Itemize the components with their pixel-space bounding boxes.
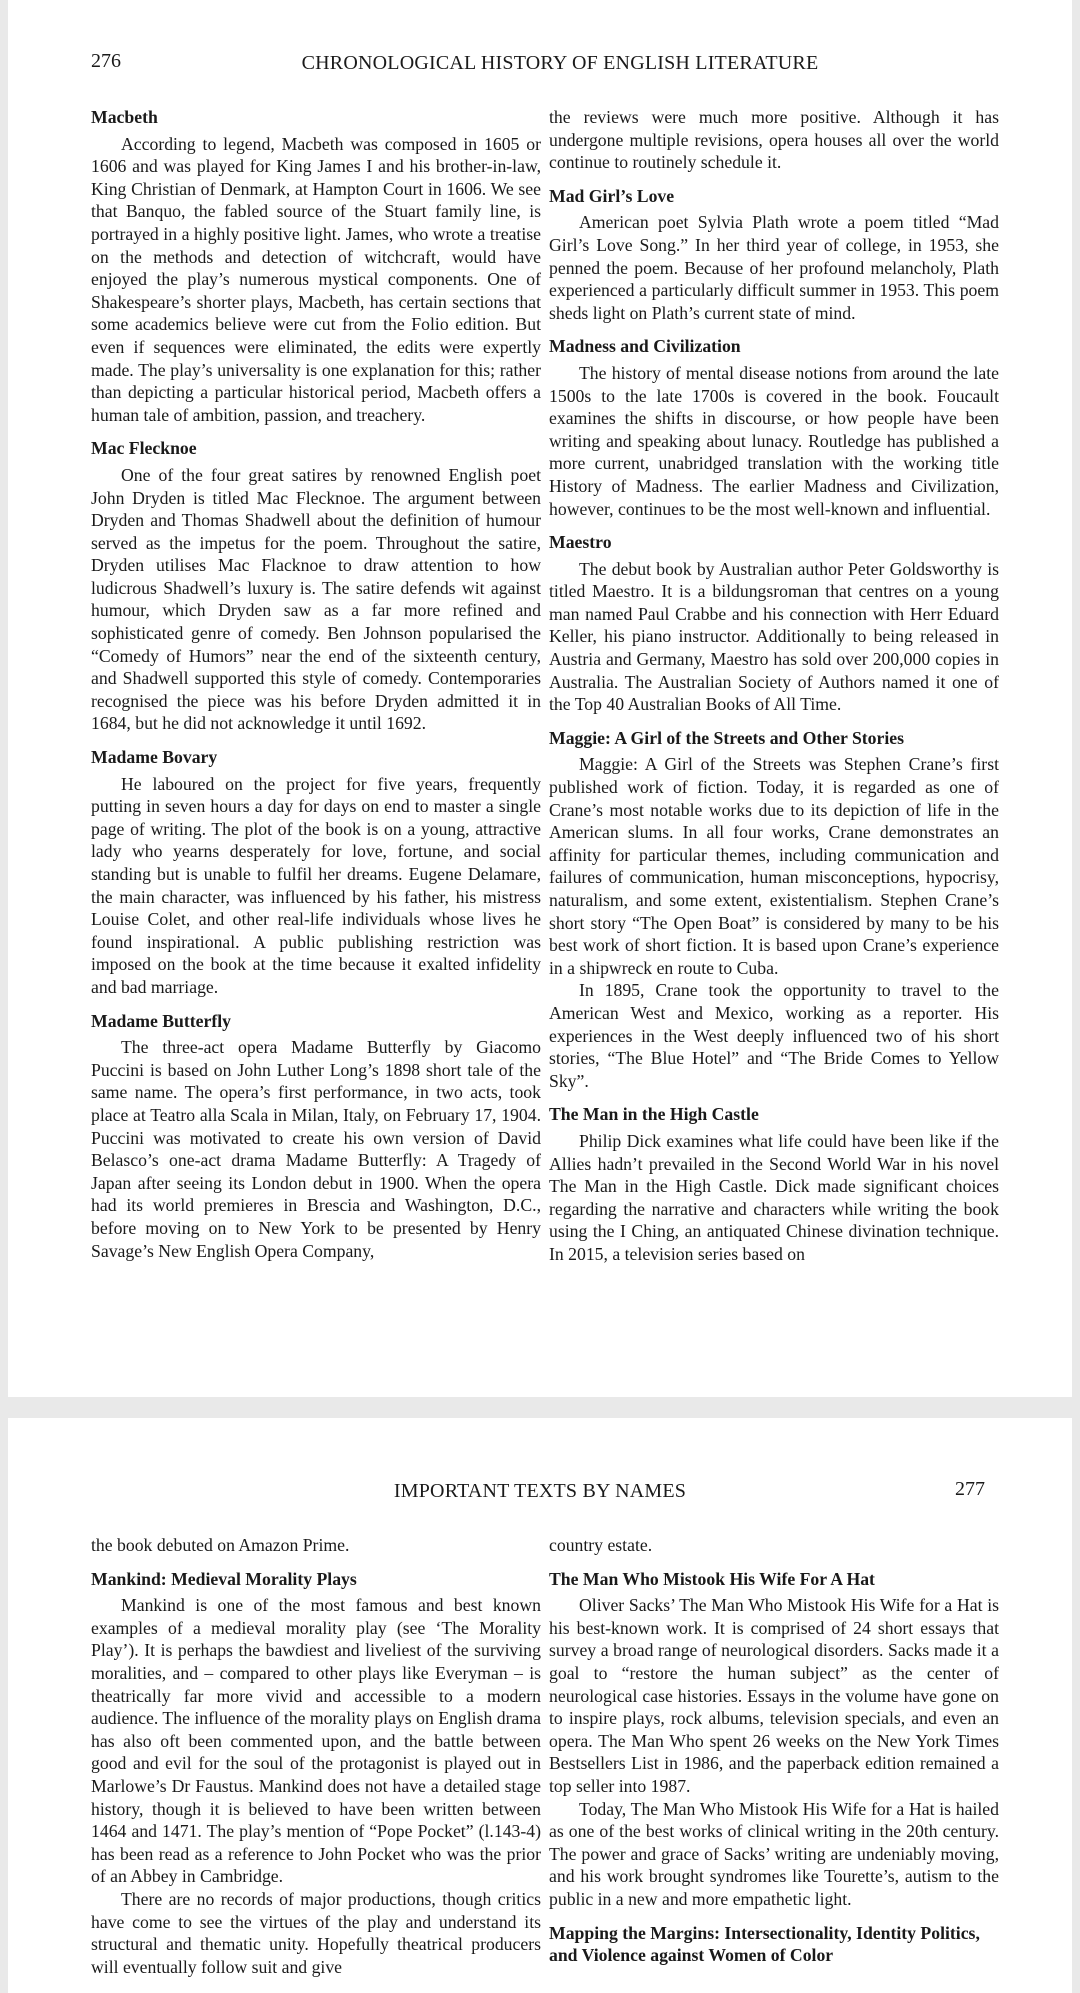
page-276 bbox=[8, 0, 1072, 1397]
continued-text: country estate. bbox=[549, 1535, 653, 1555]
running-head: CHRONOLOGICAL HISTORY OF ENGLISH LITERATURE bbox=[301, 52, 819, 74]
entry bbox=[549, 1922, 999, 1967]
right-column bbox=[549, 1534, 999, 1978]
entry bbox=[549, 335, 999, 520]
entry-paragraph: Philip Dick examines what life could have been like if the Allies hadn’t prevailed in the Second World War in his novel The Man in the High Castle. Dick made significant choices regarding the narrative and characters while writing the book using the I Ching, an antiquated Chinese divination technique. In 2015, a television series based on bbox=[549, 1130, 999, 1264]
continued-text: the book debuted on Amazon Prime. bbox=[91, 1535, 350, 1555]
entry-paragraph: In 1895, Crane took the opportunity to travel to the American West and Mexico, working as a reporter. His experiences in the West deeply influenced two of his short stories, “The Blue Hotel” and “The Bride Comes to Yellow Sky”. bbox=[549, 980, 999, 1091]
entry-heading: The Man in the High Castle bbox=[549, 1104, 759, 1125]
entry bbox=[91, 1568, 541, 1979]
entry-paragraph: According to legend, Macbeth was composed in 1605 or 1606 and was played for King James I and his brother-in-law, King Christian of Denmark, at Hampton Court in 1606. We see that Banquo, the fabled source of the Stuart family line, is portrayed in a highly positive light. James, who wrote a treatise on the methods and detection of witchcraft, would have enjoyed the play’s numerous mystical components. One of Shakespeare’s shorter plays, Macbeth, has certain sections that some academics believe were cut from the Folio edition. But even if sequences were eliminated, the edits were expertly made. The play’s universality is one explanation for this; rather than depicting a particular historical period, Macbeth offers a human tale of ambition, passion, and treachery. bbox=[91, 133, 541, 425]
entry-heading: The Man Who Mistook His Wife For A Hat bbox=[549, 1568, 875, 1589]
entry bbox=[91, 1010, 541, 1263]
left-column bbox=[91, 1534, 541, 1989]
left-column bbox=[91, 106, 541, 1273]
page-header bbox=[8, 48, 1072, 108]
entry bbox=[91, 746, 541, 999]
page-number: 277 bbox=[955, 1478, 985, 1500]
entry-paragraph: Maggie: A Girl of the Streets was Stephen Crane’s first published work of fiction. Today, it is regarded as one of Crane’s most notable works due to its depiction of life in the American slums. In all four works, Crane demonstrates an affinity for particular themes, including communication and failures of communication, human misconceptions, hypocrisy, naturalism, and some extent, existentialism. Stephen Crane’s short story “The Open Boat” is considered by many to be his best work of short fiction. It is based upon Crane’s experience in a shipwreck en route to Cuba. bbox=[549, 754, 999, 978]
entry bbox=[549, 727, 999, 1093]
entry-heading: Mac Flecknoe bbox=[91, 438, 197, 459]
entry-heading: Maestro bbox=[549, 532, 612, 553]
entry-paragraph: One of the four great satires by renowned English poet John Dryden is titled Mac Flecknoe. The argument between Dryden and Thomas Shadwell about the definition of humour served as the impetus for the poem. Throughout the satire, Dryden utilises Mac Flacknoe to draw attention to how ludicrous Shadwell’s luxury is. The satire defends wit against humour, which Dryden saw as a far more refined and sophisticated genre of comedy. Ben Johnson popularised the “Comedy of Humors” near the end of the sixteenth century, and Shadwell supported this style of comedy. Contemporaries recognised the piece was his before Dryden admitted it in 1684, but he did not acknowledge it until 1692. bbox=[91, 464, 541, 734]
entry-heading: Mad Girl’s Love bbox=[549, 185, 675, 206]
entry-paragraph: The history of mental disease notions from around the late 1500s to the late 1700s is covered in the book. Foucault examines the shifts in discourse, or how people have been writing and speaking about lunacy. Routledge has published a more current, unabridged translation with the working title History of Madness. The earlier Madness and Civilization, however, continues to be the most well-known and influential. bbox=[549, 362, 999, 519]
page-header bbox=[8, 1476, 1072, 1536]
entry-heading: Madame Bovary bbox=[91, 747, 218, 768]
entry-paragraph: The debut book by Australian author Peter Goldsworthy is titled Maestro. It is a bildungsroman that centres on a young man named Paul Crabbe and his connection with Herr Eduard Keller, his piano instructor. Additionally to being released in Austria and Germany, Maestro has sold over 200,000 copies in Australia. The Australian Society of Authors named it one of the Top 40 Australian Books of All Time. bbox=[549, 558, 999, 715]
continued-text: the reviews were much more positive. Although it has undergone multiple revisions, opera houses all over the world continue to routinely schedule it. bbox=[549, 107, 999, 173]
entry-paragraph: There are no records of major productions, though critics have come to see the virtues of the play and understand its structural and thematic unity. Hopefully theatrical producers will eventually follow suit and give bbox=[91, 1888, 541, 1977]
page-number: 276 bbox=[91, 50, 121, 72]
entry-heading: Macbeth bbox=[91, 107, 158, 127]
page-277 bbox=[8, 1418, 1072, 1993]
entry-paragraph: Today, The Man Who Mistook His Wife for a Hat is hailed as one of the best works of clinical writing in the 20th century. The power and grace of Sacks’ writing are undeniably moving, and his work brought syndromes like Tourette’s, autism to the public in a new and more empathetic light. bbox=[549, 1798, 999, 1909]
entry-paragraph: Oliver Sacks’ The Man Who Mistook His Wife for a Hat is his best-known work. It is comprised of 24 short essays that survey a broad range of neurological disorders. Sacks made it a goal to “restore the human subject” as the center of neurological case histories. Essays in the volume have gone on to inspire plays, rock albums, television specials, and even an opera. The Man Who spent 26 weeks on the New York Times Bestsellers List in 1986, and the paperback edition remained a top seller into 1987. bbox=[549, 1595, 999, 1796]
entry-heading: Mankind: Medieval Morality Plays bbox=[91, 1568, 357, 1589]
running-head: IMPORTANT TEXTS BY NAMES bbox=[393, 1480, 687, 1502]
entry-paragraph: The three-act opera Madame Butterfly by Giacomo Puccini is based on John Luther Long’s 1898 short tale of the same name. The opera’s first performance, in two acts, took place at Teatro alla Scala in Milan, Italy, on February 17, 1904. Puccini was motivated to create his own version of David Belasco’s one-act drama Madame Butterfly: A Tragedy of Japan after seeing its London debut in 1900. When the opera had its world premieres in Brescia and Washington, D.C., before moving on to New York to be presented by Henry Savage’s New English Opera Company, bbox=[91, 1037, 541, 1261]
right-column bbox=[549, 106, 999, 1277]
entry bbox=[549, 1568, 999, 1911]
entry-paragraph: He laboured on the project for five years, frequently putting in seven hours a day for days on end to master a single page of writing. The plot of the book is on a young, attractive lady who yearns desperately for love, fortune, and social standing but is unable to fulfil her dreams. Eugene Delamare, the main character, was influenced by his father, his mistress Louise Colet, and other real-life individuals whose lives he found inspirational. A public publishing restriction was imposed on the book at the time because it exalted infidelity and bad marriage. bbox=[91, 773, 541, 997]
entry-heading: Madame Butterfly bbox=[91, 1010, 231, 1031]
entry bbox=[549, 1103, 999, 1265]
entry-heading: Madness and Civilization bbox=[549, 336, 741, 357]
entry-paragraph: American poet Sylvia Plath wrote a poem titled “Mad Girl’s Love Song.” In her third year of college, in 1953, she penned the poem. Because of her profound melancholy, Plath experienced a particularly difficult summer in 1953. This poem sheds light on Plath’s current state of mind. bbox=[549, 212, 999, 323]
entry-heading: Mapping the Margins: Intersectionality, Identity Politics, and Violence against Women of Color bbox=[549, 1922, 980, 1966]
entry bbox=[549, 185, 999, 325]
entry bbox=[91, 106, 541, 426]
entry-heading: Maggie: A Girl of the Streets and Other Stories bbox=[549, 727, 905, 748]
entry bbox=[549, 531, 999, 716]
entry-paragraph: Mankind is one of the most famous and best known examples of a medieval morality play (see ‘The Morality Play’). It is perhaps the bawdiest and liveliest of the surviving moralities, and – compared to other plays like Everyman – is theatrically far more vivid and accessible to a modern audience. The influence of the morality plays on English drama has also oft been commented upon, and the battle between good and evil for the soul of the protagonist is played out in Marlowe’s Dr Faustus. Mankind does not have a detailed stage history, though it is believed to have been written between 1464 and 1471. The play’s mention of “Pope Pocket” (l.143-4) has been read as a reference to John Pocket who was the prior of an Abbey in Cambridge. bbox=[91, 1595, 541, 1887]
entry bbox=[91, 437, 541, 735]
